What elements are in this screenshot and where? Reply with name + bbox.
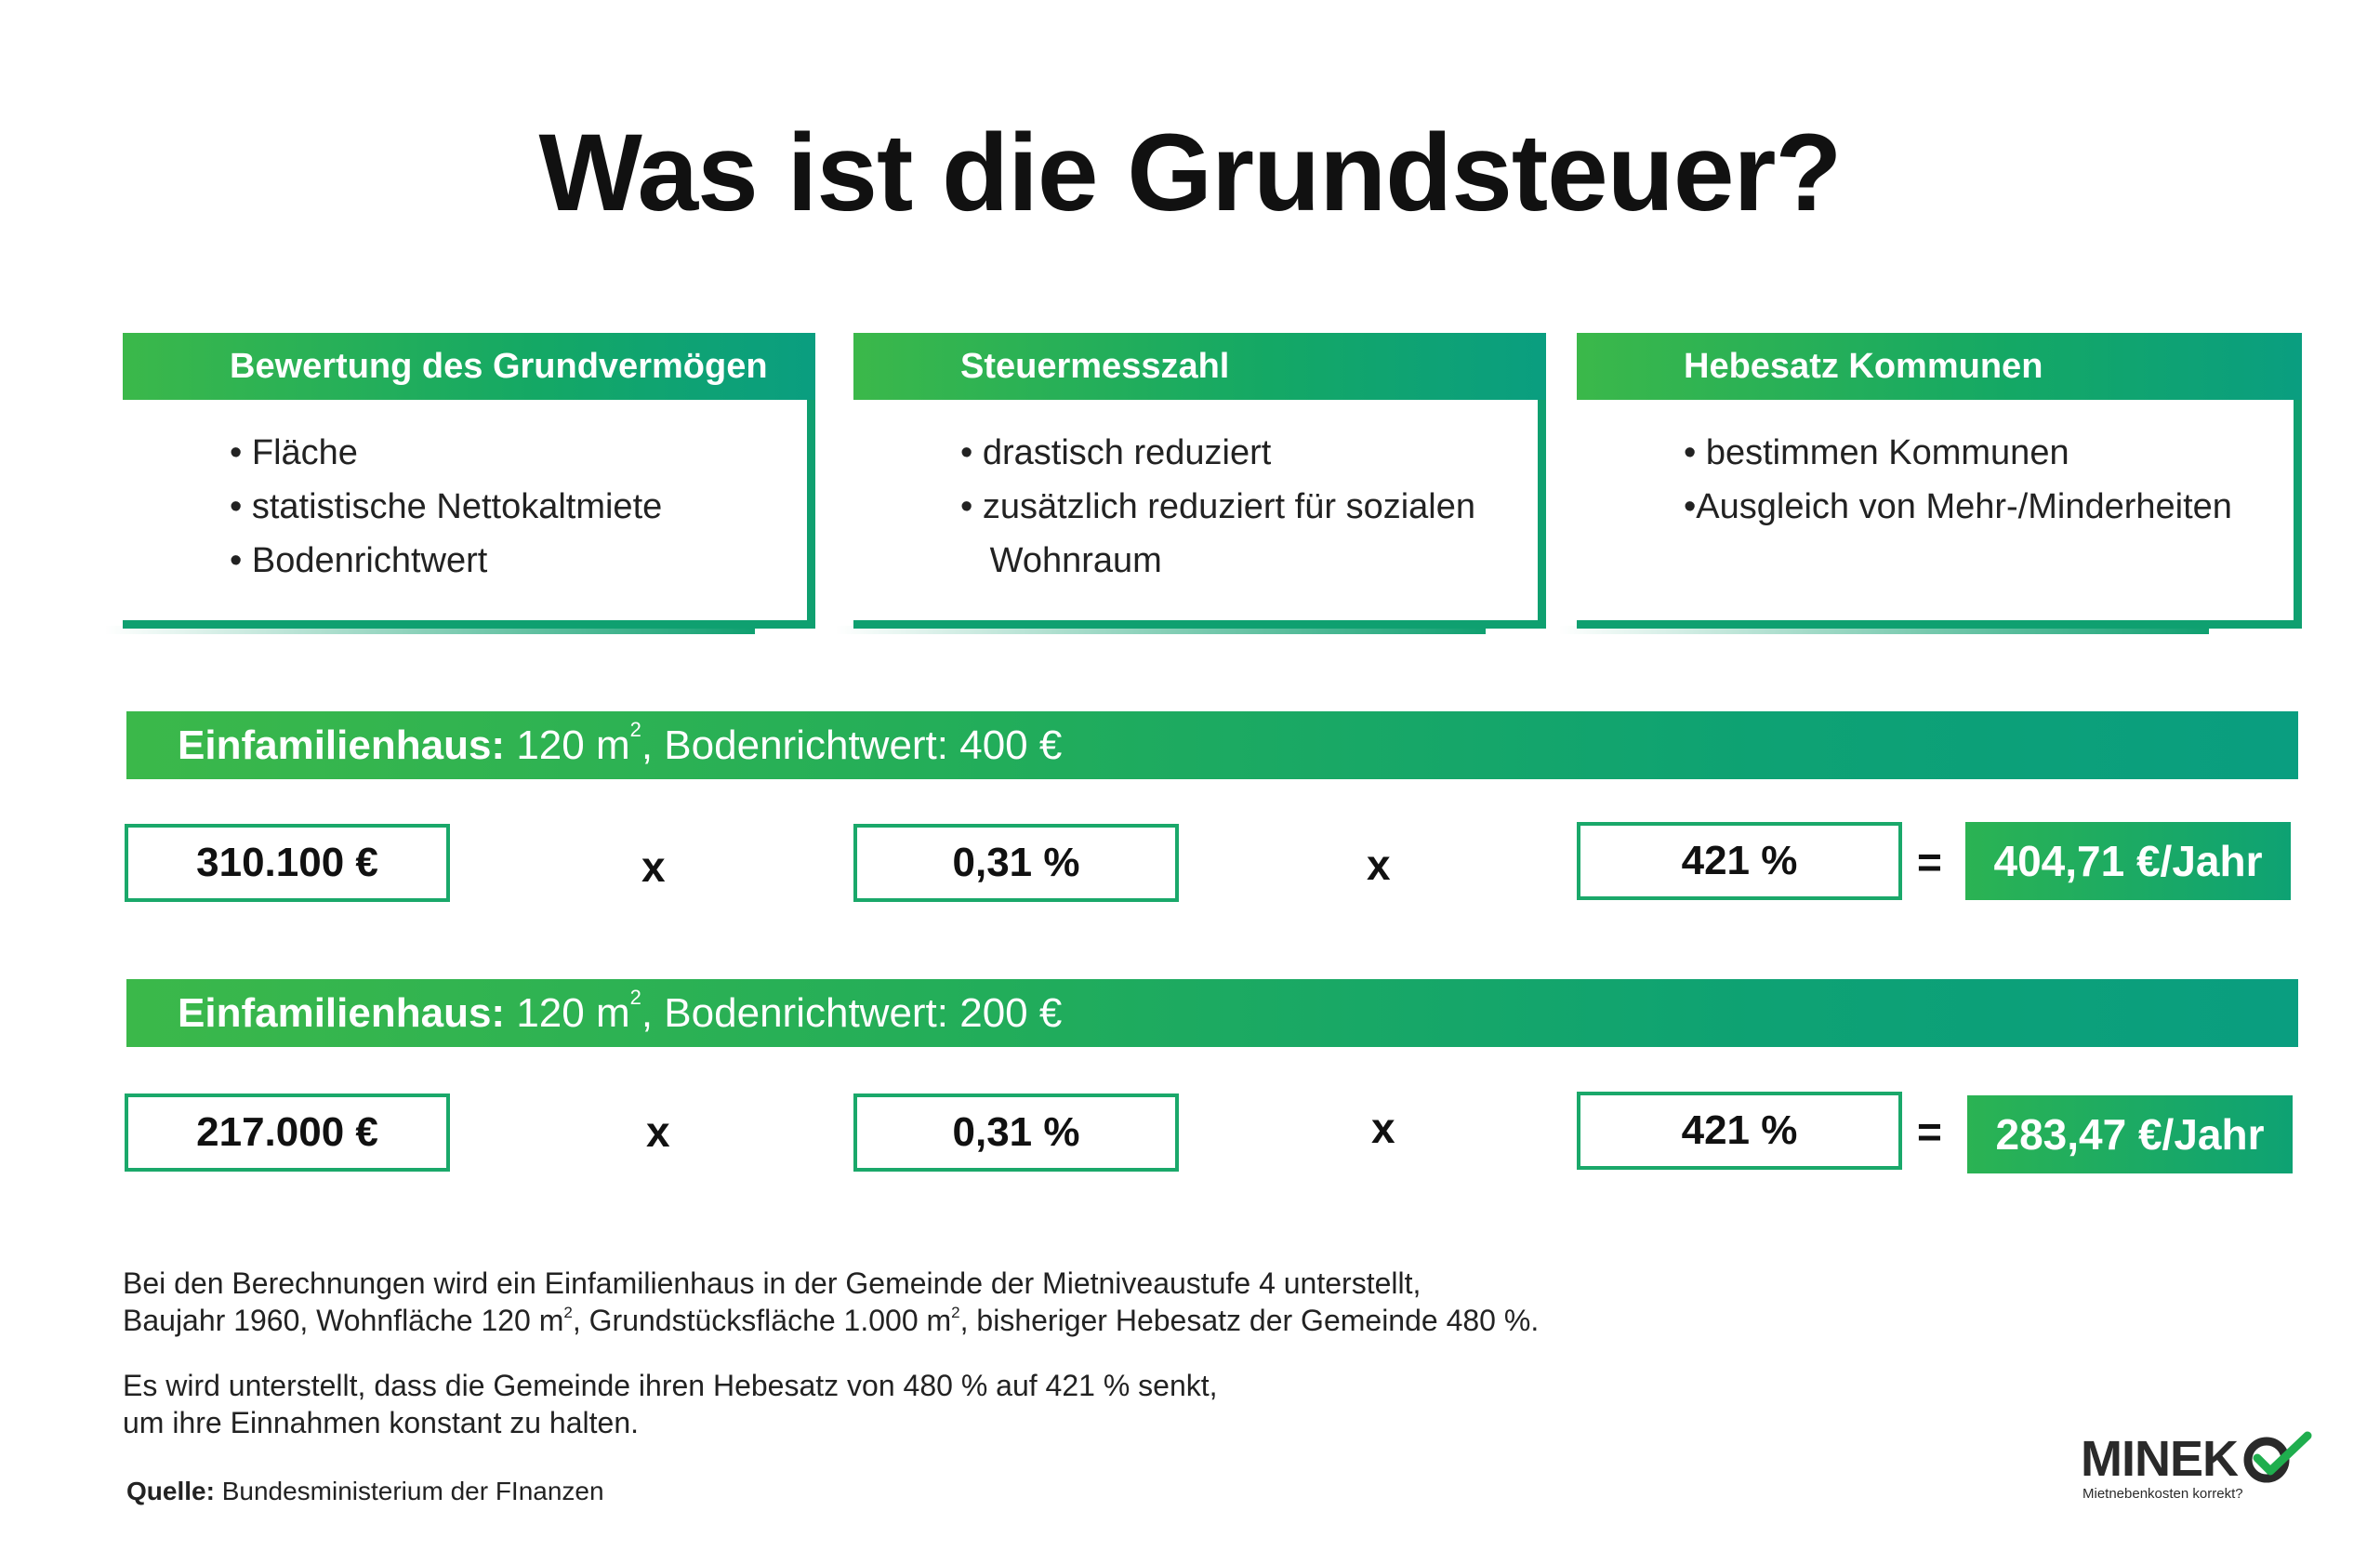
list-item: • bestimmen Kommunen — [1684, 433, 2069, 472]
mineko-logo — [2081, 1430, 2322, 1504]
hebesatz-box: 421 % — [1577, 1092, 1902, 1170]
result-box: 404,71 €/Jahr — [1965, 822, 2291, 900]
list-item: • Fläche — [230, 433, 358, 472]
card-hebesatz — [1577, 333, 2302, 629]
multiply-sign: x — [1367, 841, 1391, 889]
source-citation — [126, 1477, 604, 1506]
card-list — [960, 426, 1518, 588]
equals-sign: = — [1917, 838, 1942, 886]
note-line: um ihre Einnahmen konstant zu halten. — [123, 1406, 639, 1439]
value-box: 310.100 € — [125, 824, 450, 902]
logo-wordmark: MINEK — [2081, 1431, 2238, 1487]
example-banner — [126, 979, 2298, 1047]
note-paragraph-1 — [123, 1265, 1539, 1339]
logo-tagline: Mietnebenkosten korrekt? — [2082, 1486, 2243, 1502]
list-item: • Bodenrichtwert — [230, 541, 488, 580]
card-bewertung — [123, 333, 815, 629]
list-item: • zusätzlich reduziert für sozialen — [960, 487, 1475, 526]
banner-rest: , Bodenrichtwert: 200 € — [641, 990, 1063, 1036]
banner-label: Einfamilienhaus: — [178, 990, 506, 1036]
rate-box: 0,31 % — [853, 1093, 1179, 1172]
note-line: Es wird unterstellt, dass die Gemeinde ihren Hebesatz von 480 % auf 421 % senkt, — [123, 1369, 1218, 1402]
banner-area: 120 m — [516, 722, 630, 768]
source-text: Bundesministerium der FInanzen — [214, 1477, 604, 1505]
multiply-sign: x — [646, 1107, 670, 1156]
multiply-sign: x — [641, 842, 666, 891]
banner-area: 120 m — [516, 990, 630, 1036]
result-box: 283,47 €/Jahr — [1967, 1095, 2293, 1173]
banner-sup: 2 — [629, 718, 641, 741]
multiply-sign: x — [1371, 1104, 1395, 1152]
card-list — [1684, 426, 2274, 534]
list-item: Wohnraum — [960, 541, 1162, 580]
list-item: •Ausgleich von Mehr-/Minderheiten — [1684, 487, 2232, 526]
list-item: • drastisch reduziert — [960, 433, 1272, 472]
card-heading: Bewertung des Grundvermögen — [123, 333, 815, 400]
card-list — [230, 426, 787, 588]
card-heading: Hebesatz Kommunen — [1577, 333, 2302, 400]
note-paragraph-2 — [123, 1367, 1218, 1441]
equals-sign: = — [1917, 1107, 1942, 1156]
logo-check-icon — [2241, 1430, 2315, 1486]
card-steuermesszahl — [853, 333, 1546, 629]
banner-sup: 2 — [629, 986, 641, 1009]
note-line: Baujahr 1960, Wohnfläche 120 $m^2$, Grundstücksfläche 1.000 $m^2$, bisheriger Hebesatz der Gemeinde 480 %. — [123, 1304, 1540, 1337]
note-line: Bei den Berechnungen wird ein Einfamilienhaus in der Gemeinde der Mietniveaustufe 4 unterstellt, — [123, 1266, 1421, 1300]
banner-label: Einfamilienhaus: — [178, 722, 506, 768]
example-banner — [126, 711, 2298, 779]
rate-box: 0,31 % — [853, 824, 1179, 902]
list-item: • statistische Nettokaltmiete — [230, 487, 663, 526]
card-heading: Steuermesszahl — [853, 333, 1546, 400]
source-label: Quelle: — [126, 1477, 215, 1505]
page-title: Was ist die Grundsteuer? — [538, 112, 1842, 234]
hebesatz-box: 421 % — [1577, 822, 1902, 900]
value-box: 217.000 € — [125, 1093, 450, 1172]
banner-rest: , Bodenrichtwert: 400 € — [641, 722, 1063, 768]
